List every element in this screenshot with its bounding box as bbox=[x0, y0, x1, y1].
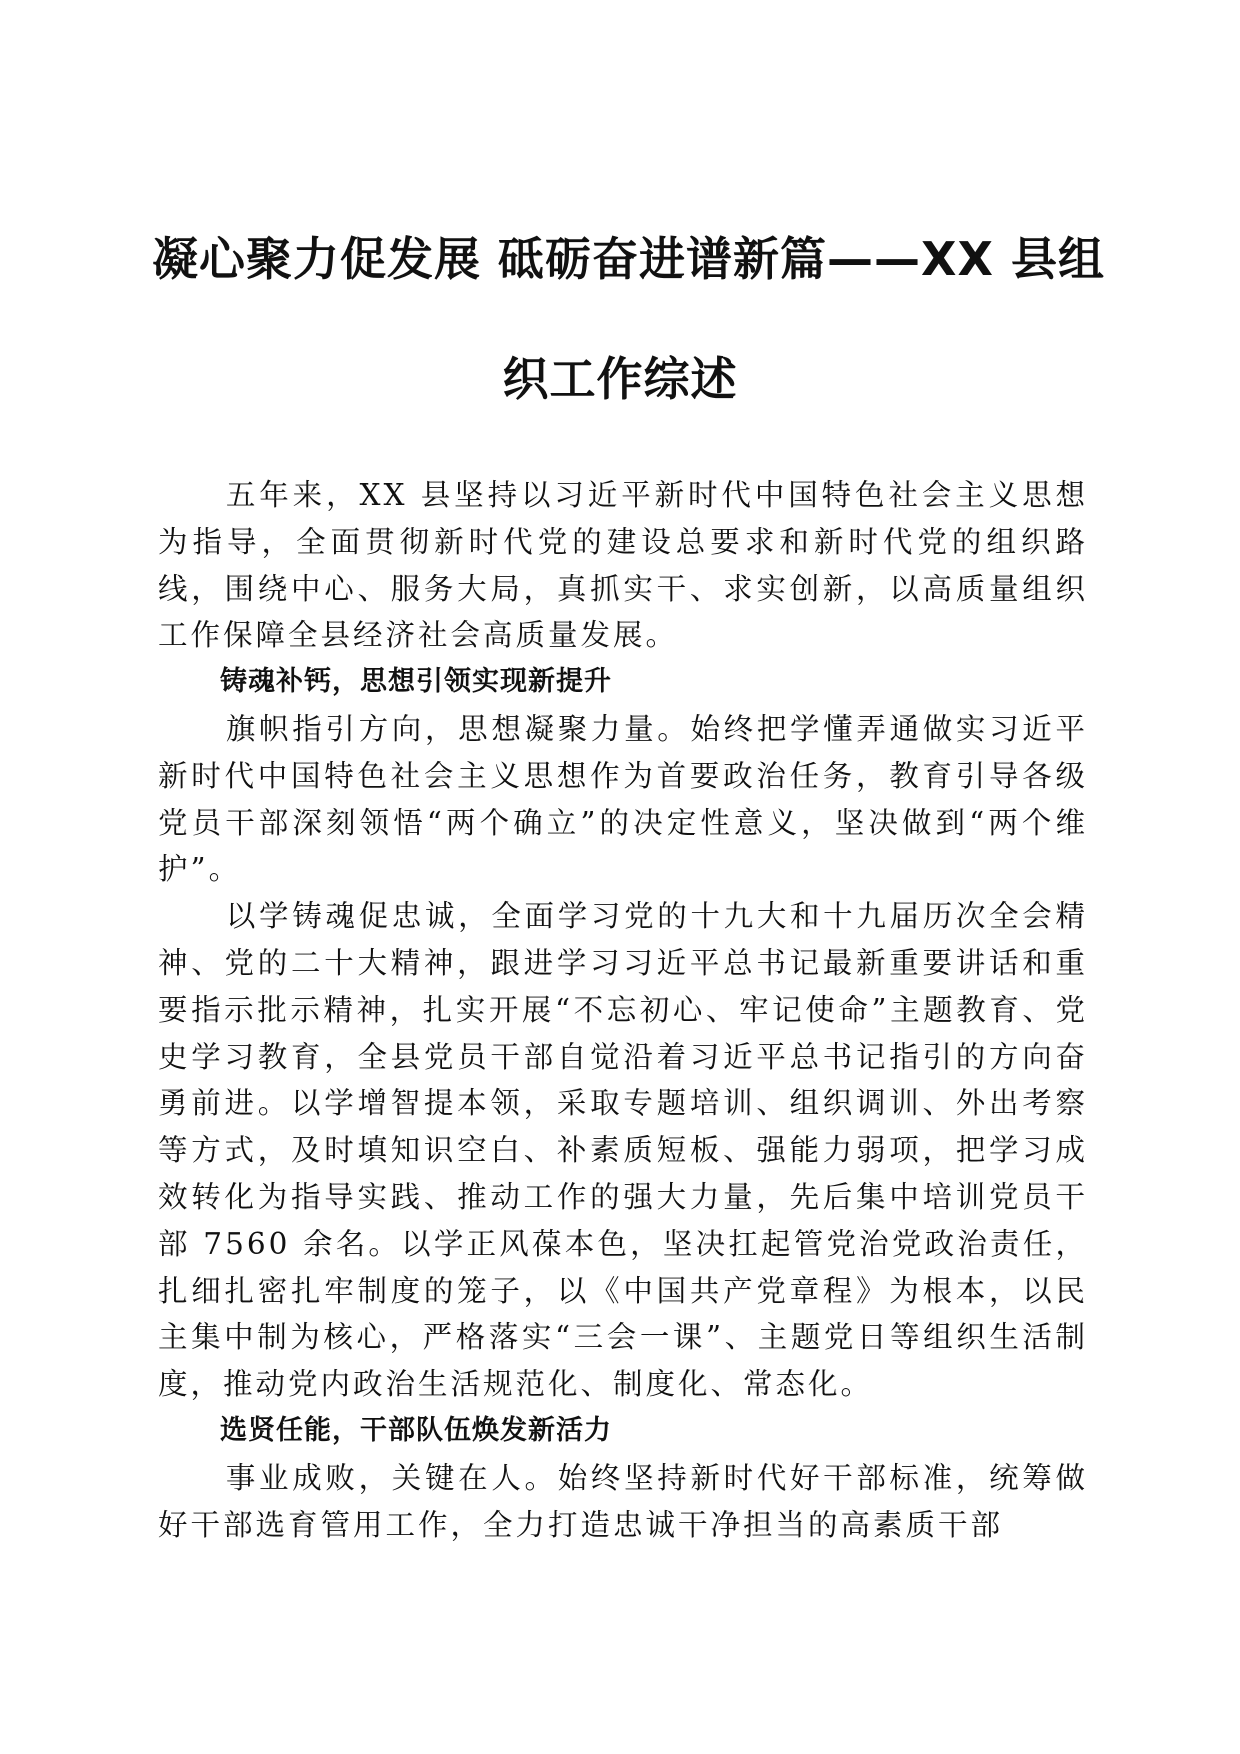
section-2-paragraph-1: 事业成败，关键在人。始终坚持新时代好干部标准，统筹做好干部选育管用工作，全力打造忠诚干净担当的高素质干部 bbox=[158, 1460, 1088, 1542]
section-heading-2: 选贤任能，干部队伍焕发新活力 bbox=[220, 1414, 612, 1446]
intro-paragraph: 五年来，XX 县坚持以习近平新时代中国特色社会主义思想为指导，全面贯彻新时代党的建设总要求和新时代党的组织路线，围绕中心、服务大局，真抓实干、求实创新，以高质量组织工作保障全县经济社会高质量发展。 bbox=[158, 478, 1088, 653]
section-1-paragraph-1: 旗帜指引方向，思想凝聚力量。始终把学懂弄通做实习近平新时代中国特色社会主义思想作为首要政治任务，教育引导各级党员干部深刻领悟“两个确立”的决定性意义，坚决做到“两个维护”。 bbox=[158, 711, 1088, 887]
section-heading-1: 铸魂补钙，思想引领实现新提升 bbox=[220, 666, 612, 698]
section-1-paragraph-2: 以学铸魂促忠诚，全面学习党的十九大和十九届历次全会精神、党的二十大精神，跟进学习习近平总书记最新重要讲话和重要指示批示精神，扎实开展“不忘初心、牢记使命”主题教育、党史学习教育，全县党员干部自觉沿着习近平总书记指引的方向奋勇前进。以学增智提本领，采取专题培训、组织调训、外出考察等方式，及时填知识空白、补素质短板、强能力弱项，把学习成效转化为指导实践、推动工作的强大力量，先后集中培训党员干部 7560 余名。以学正风葆本色，坚决扛起管党治党政治责任，扎细扎密扎牢制度的笼子，以《中国共产党章程》为根本，以民主集中制为核心，严格落实“三会一课”、主题党日等组织生活制度，推动党内政治生活规范化、制度化、常态化。 bbox=[158, 899, 1088, 1402]
document-title-line-1: 凝心聚力促发展 砥砺奋进谱新篇——XX 县组 bbox=[152, 232, 1105, 286]
document-title-line-2: 织工作综述 bbox=[502, 352, 738, 406]
document-body bbox=[158, 472, 1088, 1548]
